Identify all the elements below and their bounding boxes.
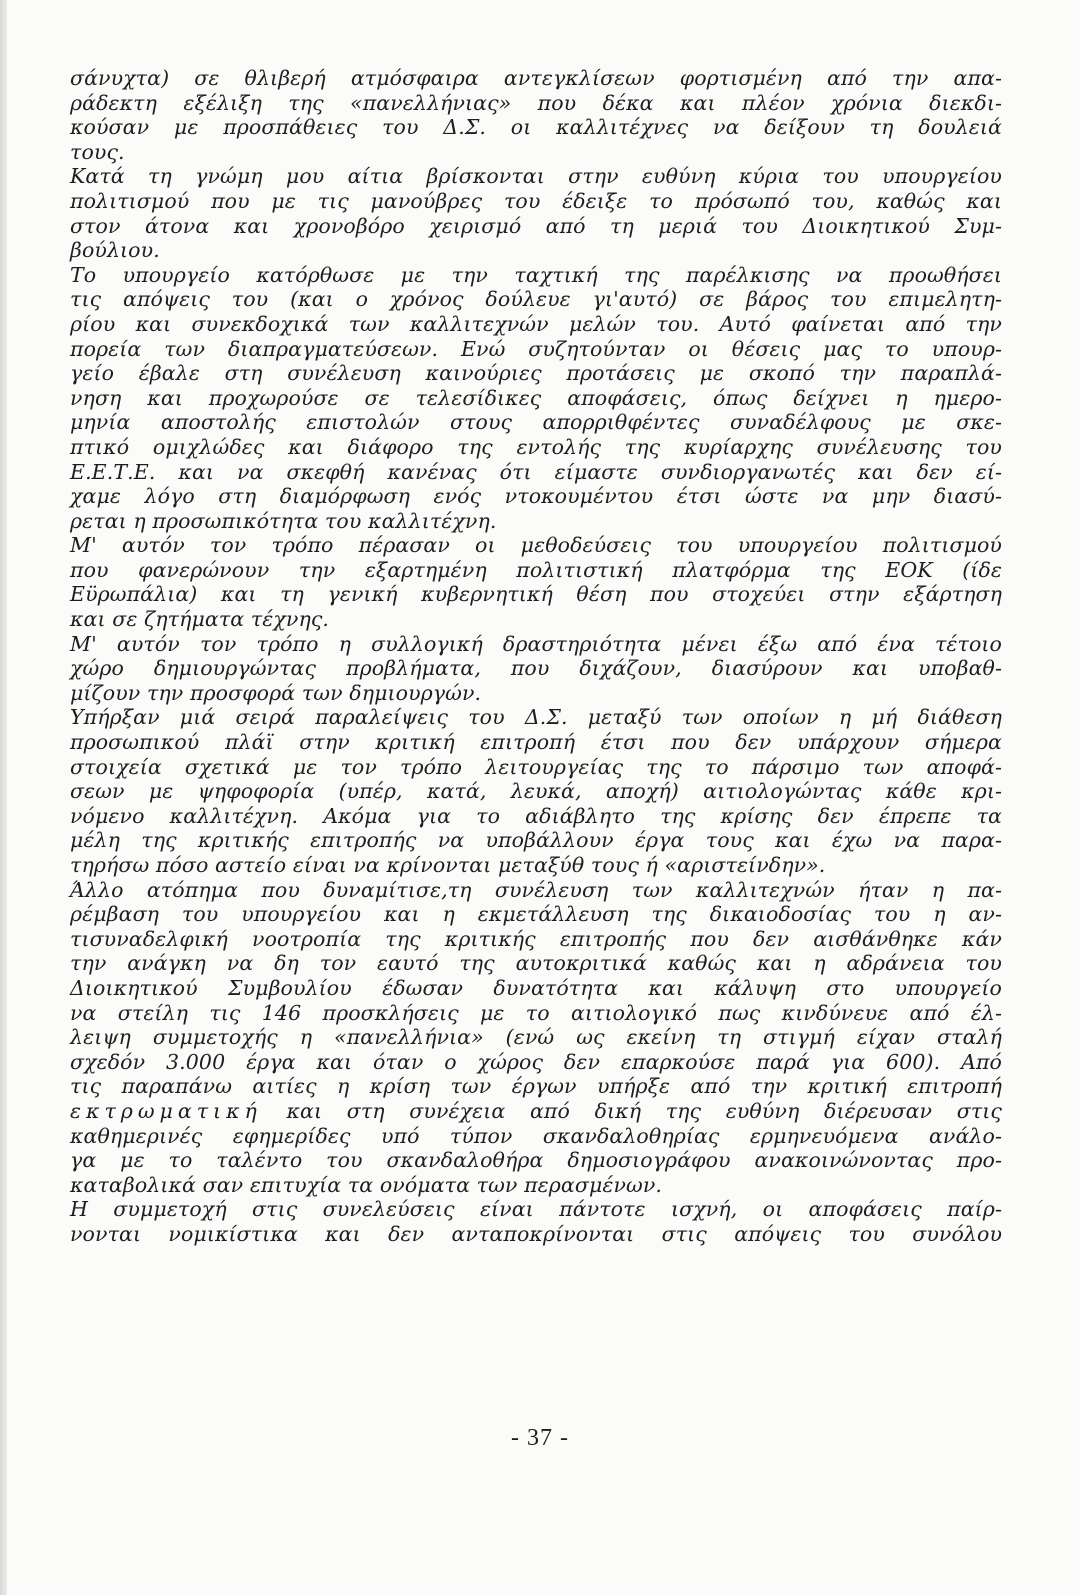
text-line: γείο έβαλε στη συνέλευση καινούριες προτάσεις με σκοπό την παραπλά- (70, 361, 1002, 386)
text-line: τις απόψεις του (και ο χρόνος δούλευε γι'αυτό) σε βάρος του επιμελητη- (70, 287, 1002, 312)
text-line: σεων με ψηφοφορία (υπέρ, κατά, λευκά, αποχή) αιτιολογώντας κάθε κρι- (70, 779, 1002, 804)
text-line: ρέμβαση του υπουργείου και η εκμετάλλευση της δικαιοδοσίας του η αν- (70, 902, 1002, 927)
text-line: χώρο δημιουργώντας προβλήματα, που διχάζουν, διασύρουν και υποβαθ- (70, 656, 1002, 681)
text-line: γα με το ταλέντο του σκανδαλοθήρα δημοσιογράφου ανακοινώνοντας προ- (70, 1148, 1002, 1173)
text-line: λειψη συμμετοχής η «πανελλήνια» (ενώ ως εκείνη τη στιγμή είχαν σταλή (70, 1025, 1002, 1050)
text-line: νονται νομικίστικα και δεν ανταποκρίνονται στις απόψεις του συνόλου (70, 1221, 1002, 1246)
page-binding-edge (0, 0, 7, 1595)
text-line: Ε.Ε.Τ.Ε. και να σκεφθή κανένας ότι είμαστε συνδιοργανωτές και δεν εί- (70, 459, 1002, 484)
text-line: Διοικητικού Συμβουλίου έδωσαν δυνατότητα και κάλυψη στο υπουργείο (70, 975, 1002, 1000)
text-line: Κατά τη γνώμη μου αίτια βρίσκονται στην ευθύνη κύρια του υπουργείου (70, 164, 1002, 189)
page-text-block (70, 66, 1002, 1247)
text-line: ρίου και συνεκδοχικά των καλλιτεχνών μελών του. Αυτό φαίνεται από την (70, 311, 1002, 336)
text-line: ρεται η προσωπικότητα του καλλιτέχνη. (70, 508, 497, 533)
text-line: ράδεκτη εξέλιξη της «πανελλήνιας» που δέκα και πλέον χρόνια διεκδι- (70, 90, 1002, 115)
text-line: που φανερώνουν την εξαρτημένη πολιτιστική πλατφόρμα της ΕΟΚ (ίδε (70, 557, 1002, 582)
text-line: την ανάγκη να δη τον εαυτό της αυτοκριτικά καθώς και η αδράνεια του (70, 951, 1002, 976)
text-line: Η συμμετοχή στις συνελεύσεις είναι πάντοτε ισχνή, οι αποφάσεις παίρ- (70, 1197, 1002, 1222)
text-line: και σε ζητήματα τέχνης. (70, 607, 330, 632)
text-line: στον άτονα και χρονοβόρο χειρισμό από τη μεριά του Διοικητικού Συμ- (70, 213, 1002, 238)
text-line: πολιτισμού που με τις μανούβρες του έδειξε το πρόσωπό του, καθώς και (70, 188, 1002, 213)
text-line: σχεδόν 3.000 έργα και όταν ο χώρος δεν επαρκούσε παρά για 600). Από (70, 1049, 1002, 1074)
text-line: Μ' αυτόν τον τρόπο πέρασαν οι μεθοδεύσεις του υπουργείου πολιτισμού (70, 533, 1002, 558)
text-line: να στείλη τις 146 προσκλήσεις με το αιτιολογικό πως κινδύνευε από έλ- (70, 1000, 1002, 1025)
text-line: βούλιου. (70, 238, 160, 263)
text-line: Εϋρωπάλια) και τη γενική κυβερνητική θέση που στοχεύει στην εξάρτηση (70, 582, 1002, 607)
text-line-rest: και στη συνέχεια από δική της ευθύνη διέρευσαν στις (286, 1098, 1003, 1123)
text-line: καταβολικά σαν επιτυχία τα ονόματα των περασμένων. (70, 1172, 663, 1197)
text-line: νόμενο καλλιτέχνη. Ακόμα για το αδιάβλητο της κρίσης δεν έπρεπε τα (70, 803, 1002, 828)
text-line: Μ' αυτόν τον τρόπο η συλλογική δραστηριότητα μένει έξω από ένα τέτοιο (70, 631, 1002, 656)
text-line: μίζουν την προσφορά των δημιουργών. (70, 680, 482, 705)
text-line: στοιχεία σχετικά με τον τρόπο λειτουργείας της το πάρσιμο των αποφά- (70, 754, 1002, 779)
text-line: πτικό ομιχλώδες και διάφορο της εντολής της κυρίαρχης συνέλευσης του (70, 434, 1002, 459)
text-line: τηρήσω πόσο αστείο είναι να κρίνονται μεταξύθ τους ή «αριστείνδην». (70, 853, 826, 877)
text-line: μέλη της κριτικής επιτροπής να υποβάλλουν έργα τους και έχω να παρα- (70, 828, 1002, 853)
text-line: κούσαν με προσπάθειες του Δ.Σ. οι καλλιτέχνες να δείξουν τη δουλειά (70, 115, 1002, 140)
text-line (70, 1099, 1002, 1124)
text-line: πορεία των διαπραγματεύσεων. Ενώ συζητούνταν οι θέσεις μας το υπουρ- (70, 336, 1002, 361)
text-line: Άλλο ατόπημα που δυναμίτισε,τη συνέλευση των καλλιτεχνών ήταν η πα- (70, 877, 1002, 902)
text-line: χαμε λόγο στη διαμόρφωση ενός ντοκουμέντου έτσι ώστε να μην διασύ- (70, 484, 1002, 509)
text-line: νηση και προχωρούσε σε τελεσίδικες αποφάσεις, όπως δείχνει η ημερο- (70, 385, 1002, 410)
text-line: προσωπικού πλάϊ στην κριτική επιτροπή έτσι που δεν υπάρχουν σήμερα (70, 730, 1002, 755)
text-line: Υπήρξαν μιά σειρά παραλείψεις του Δ.Σ. μεταξύ των οποίων η μή διάθεση (70, 705, 1002, 730)
text-line: καθημερινές εφημερίδες υπό τύπον σκανδαλοθηρίας ερμηνευόμενα ανάλο- (70, 1123, 1002, 1148)
text-line: μηνία αποστολής επιστολών στους απορριθφέντες συναδέλφους με σκε- (70, 410, 1002, 435)
emphasized-word: εκτρωματική (70, 1098, 262, 1123)
text-line: τους. (70, 139, 125, 164)
text-line: σάνυχτα) σε θλιβερή ατμόσφαιρα αντεγκλίσεων φορτισμένη από την απα- (70, 66, 1002, 90)
text-line: τισυναδελφική νοοτροπία της κριτικής επιτροπής που δεν αισθάνθηκε κάν (70, 926, 1002, 951)
page-number: - 37 - (511, 1425, 569, 1451)
text-line: τις παραπάνω αιτίες η κρίση των έργων υπήρξε από την κριτική επιτροπή (70, 1074, 1002, 1099)
text-line: Το υπουργείο κατόρθωσε με την ταχτική της παρέλκισης να προωθήσει (70, 262, 1002, 287)
